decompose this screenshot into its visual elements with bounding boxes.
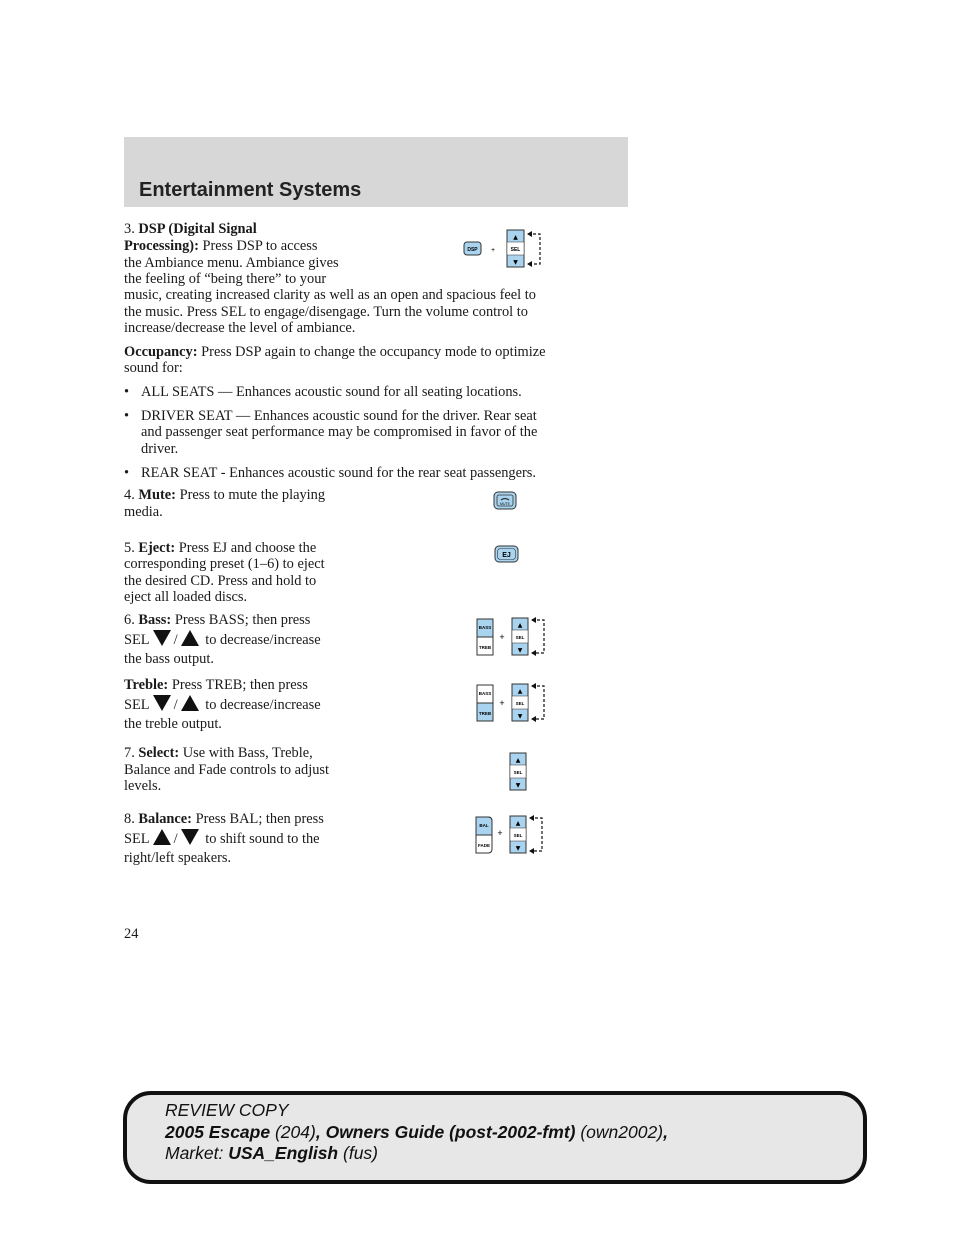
- svg-text:SEL: SEL: [513, 770, 523, 775]
- svg-text:▼: ▼: [515, 782, 521, 789]
- balance-line-3: right/left speakers.: [124, 850, 232, 866]
- bass-line-2: SEL / to decrease/increase: [124, 632, 321, 648]
- svg-text:+: +: [499, 698, 505, 708]
- dsp-line-2: Processing): Press DSP to access: [124, 238, 318, 254]
- down-arrow-icon: [153, 630, 171, 646]
- eject-line-2: corresponding preset (1–6) to eject: [124, 556, 325, 572]
- dsp-line-7: increase/decrease the level of ambiance.: [124, 320, 356, 336]
- bass-line-3: the bass output.: [124, 651, 214, 667]
- svg-text:FADE: FADE: [477, 843, 491, 848]
- sel-button-icon: [507, 750, 529, 794]
- balance-sel-diagram: [473, 812, 549, 858]
- svg-text:+: +: [490, 247, 496, 254]
- svg-text:▲: ▲: [515, 757, 521, 764]
- treble-line-1: Treble: Press TREB; then press: [124, 677, 308, 693]
- occupancy-line-2: sound for:: [124, 360, 183, 376]
- balance-line-1: 8. Balance: Press BAL; then press: [124, 811, 324, 827]
- eject-line-4: eject all loaded discs.: [124, 589, 248, 605]
- svg-text:▼: ▼: [517, 713, 523, 720]
- up-arrow-icon: [181, 630, 199, 646]
- section-header: [124, 137, 628, 207]
- footer-model-line: 2005 Escape (204), Owners Guide (post-2002-fmt) (own2002),: [165, 1122, 668, 1142]
- svg-text:TREB: TREB: [478, 645, 492, 650]
- svg-text:BAL: BAL: [479, 823, 489, 828]
- footer-market-line: Market: USA_English (fus): [165, 1143, 378, 1163]
- svg-text:MUTE: MUTE: [500, 502, 510, 506]
- svg-text:▼: ▼: [515, 845, 521, 852]
- treble-line-2: SEL / to decrease/increase: [124, 697, 321, 713]
- svg-text:▲: ▲: [515, 820, 521, 827]
- select-line-2: Balance and Fade controls to adjust: [124, 762, 330, 778]
- up-arrow-icon: [181, 695, 199, 711]
- svg-text:+: +: [497, 828, 503, 838]
- svg-text:▼: ▼: [513, 259, 518, 266]
- bass-sel-diagram: [474, 614, 550, 660]
- review-copy-footer: [123, 1091, 867, 1184]
- svg-text:BASS: BASS: [478, 691, 492, 696]
- svg-text:EJ: EJ: [502, 552, 511, 559]
- up-arrow-icon: [153, 829, 171, 845]
- dsp-line-3: the Ambiance menu. Ambiance gives: [124, 255, 339, 271]
- bass-line-1: 6. Bass: Press BASS; then press: [124, 612, 311, 628]
- treble-sel-diagram: [474, 680, 550, 726]
- dsp-line-5: music, creating increased clarity as well as an open and spacious feel to: [124, 287, 536, 303]
- svg-text:SEL: SEL: [515, 701, 525, 706]
- balance-line-2: SEL / to shift sound to the: [124, 831, 320, 847]
- down-arrow-icon: [153, 695, 171, 711]
- mute-button-icon: [493, 491, 517, 511]
- treble-line-3: the treble output.: [124, 716, 222, 732]
- section-title: Entertainment Systems: [139, 179, 362, 201]
- dsp-sel-diagram: [460, 226, 548, 272]
- select-line-3: levels.: [124, 778, 162, 794]
- select-line-1: 7. Select: Use with Bass, Treble,: [124, 745, 313, 761]
- svg-text:▲: ▲: [513, 234, 518, 241]
- svg-text:SEL: SEL: [513, 833, 523, 838]
- dsp-line-1: 3. DSP (Digital Signal: [124, 221, 257, 237]
- svg-text:SEL: SEL: [510, 247, 521, 253]
- svg-text:+: +: [499, 632, 505, 642]
- svg-text:DSP: DSP: [467, 247, 478, 253]
- footer-review-label: REVIEW COPY: [165, 1100, 289, 1120]
- eject-button-icon: [494, 545, 520, 564]
- page-number: 24: [124, 926, 139, 942]
- svg-text:TREB: TREB: [478, 711, 492, 716]
- occupancy-line-1: Occupancy: Press DSP again to change the occupancy mode to optimize: [124, 344, 546, 360]
- svg-text:▲: ▲: [517, 688, 523, 695]
- dsp-line-4: the feeling of “being there” to your: [124, 271, 327, 287]
- svg-text:BASS: BASS: [478, 625, 492, 630]
- svg-text:SEL: SEL: [515, 635, 525, 640]
- down-arrow-icon: [181, 829, 199, 845]
- eject-line-1: 5. Eject: Press EJ and choose the: [124, 540, 317, 556]
- svg-text:▲: ▲: [517, 622, 523, 629]
- eject-line-3: the desired CD. Press and hold to: [124, 573, 317, 589]
- dsp-line-6: the music. Press SEL to engage/disengage. Turn the volume control to: [124, 304, 528, 320]
- mute-line-1: 4. Mute: Press to mute the playing: [124, 487, 326, 503]
- svg-text:▼: ▼: [517, 647, 523, 654]
- mute-line-2: media.: [124, 504, 163, 520]
